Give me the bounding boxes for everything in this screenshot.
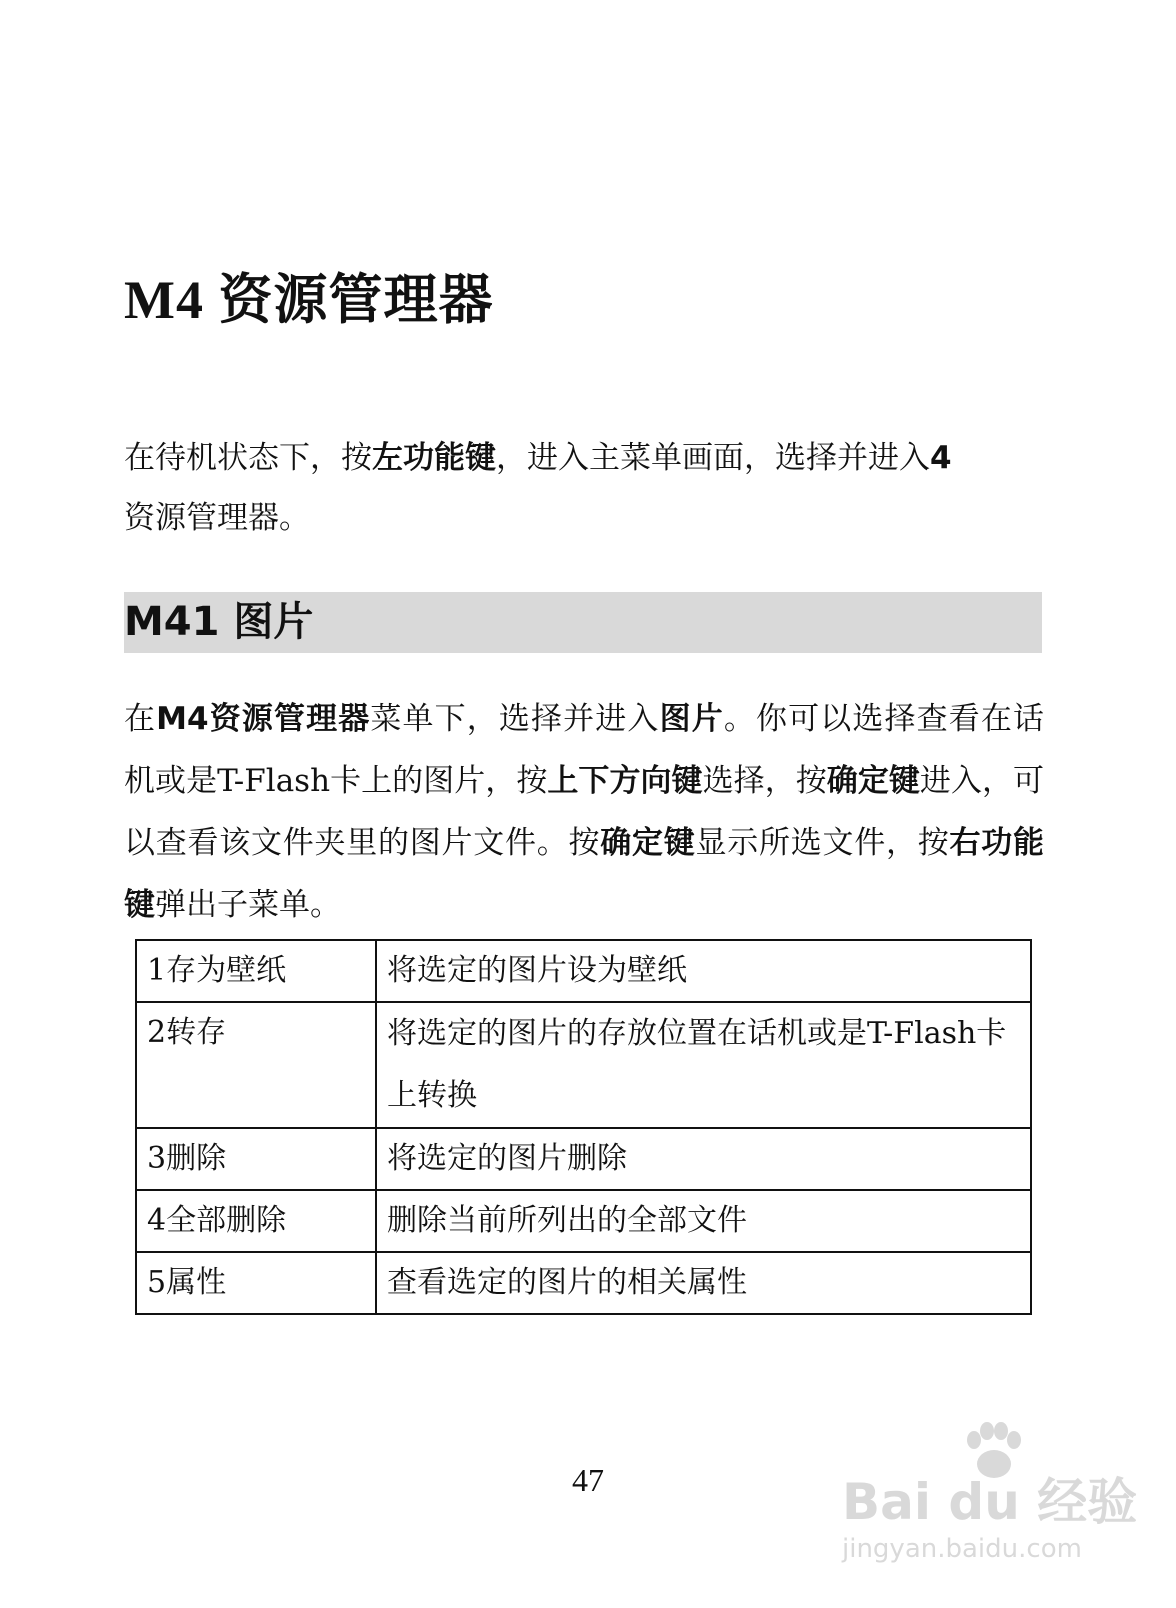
para-text-2: 菜单下，选择并进入: [370, 701, 660, 737]
term-right-soft-key: 右功能键: [124, 825, 1044, 923]
option-name: 1存为壁纸: [136, 940, 376, 1002]
intro-text-2: ，进入主菜单画面，选择并进入: [496, 440, 930, 476]
table-row: [136, 1190, 1031, 1252]
watermark-url: jingyan.baidu.com: [842, 1534, 1082, 1564]
option-description: 将选定的图片设为壁纸: [376, 940, 1031, 1002]
option-description: 查看选定的图片的相关属性: [376, 1252, 1031, 1314]
option-name: 5属性: [136, 1252, 376, 1314]
option-description: 将选定的图片的存放位置在话机或是T-Flash卡上转换: [376, 1002, 1031, 1128]
table-row: [136, 1002, 1031, 1128]
para-text-3: 。你可以选择查看在话机或是T-Flash卡上的图片，按: [124, 701, 1045, 799]
option-description: 将选定的图片删除: [376, 1128, 1031, 1190]
term-ok-key-2: 确定键: [600, 825, 696, 861]
term-ok-key: 确定键: [826, 763, 920, 799]
para-text-7: 弹出子菜单。: [155, 887, 341, 923]
option-description: 删除当前所列出的全部文件: [376, 1190, 1031, 1252]
page-title: M4 资源管理器: [124, 270, 494, 330]
option-name: 4全部删除: [136, 1190, 376, 1252]
table-row: [136, 1128, 1031, 1190]
table-row: [136, 940, 1031, 1002]
options-table: [135, 939, 1032, 1315]
watermark-brand: Bai du 经验: [842, 1473, 1138, 1531]
para-text-5: 进入，可以查看该文件夹里的图片文件。按: [124, 763, 1045, 861]
para-text-1: 在: [124, 701, 157, 737]
term-up-down-keys: 上下方向键: [547, 763, 703, 799]
para-text-4: 选择，按: [702, 763, 827, 799]
option-name: 3删除: [136, 1128, 376, 1190]
section-header: [124, 592, 1042, 653]
page-number: 47: [572, 1462, 604, 1498]
option-name: 2转存: [136, 1002, 376, 1128]
table-row: [136, 1252, 1031, 1314]
para-text-6: 显示所选文件，按: [695, 825, 950, 861]
section-title: M41 图片: [124, 599, 314, 645]
section-paragraph: [124, 688, 1044, 936]
term-m4-explorer: M4资源管理器: [156, 701, 371, 737]
intro-text-3: 资源管理器。: [124, 500, 310, 536]
intro-text-1: 在待机状态下，按: [124, 440, 372, 476]
term-pictures: 图片: [659, 701, 724, 737]
intro-paragraph: [124, 428, 1044, 548]
left-soft-key-term: 左功能键: [372, 440, 496, 476]
menu-number-term: 4: [930, 440, 952, 476]
baidu-jingyan-watermark: [842, 1422, 1172, 1572]
